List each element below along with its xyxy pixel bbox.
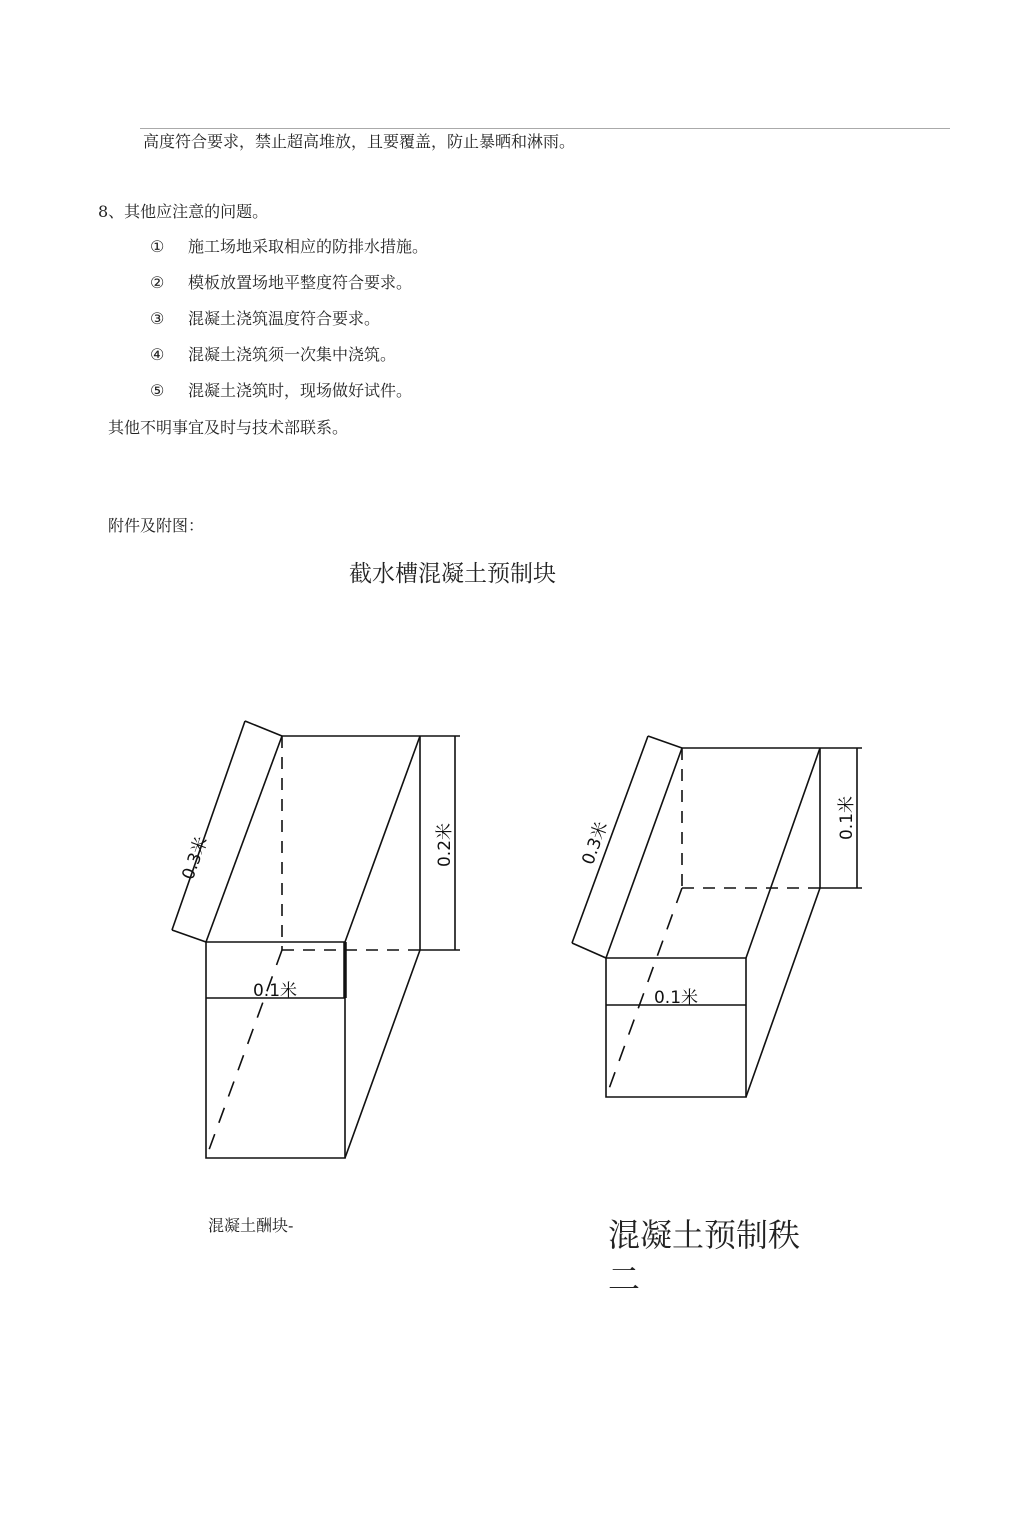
block2-drawing	[572, 736, 862, 1097]
block2-dimension-line	[648, 736, 682, 748]
list-item-text: 混凝土浇筑须一次集中浇筑。	[188, 345, 397, 364]
header-continuation-text: 高度符合要求，禁止超高堆放，且要覆盖，防止暴晒和淋雨。	[143, 132, 576, 151]
figure-title: 截水槽混凝土预制块	[349, 561, 556, 587]
block2-diagonal-dimension-label: 0.3米	[578, 819, 613, 868]
block1-edge	[206, 736, 282, 942]
list-item-number: ④	[150, 345, 165, 364]
block1-height-dimension-label: 0.2米	[435, 822, 455, 868]
block2-dimension-line	[572, 736, 648, 943]
block1-caption: 混凝土酬块-	[208, 1216, 294, 1235]
block1-dimension-line	[245, 721, 282, 736]
block1-edge	[345, 736, 420, 942]
list-item-text: 混凝土浇筑时，现场做好试件。	[188, 381, 413, 400]
block2-width-dimension-label: 0.1米	[653, 988, 699, 1008]
block1-dimension-line	[172, 721, 245, 930]
list-item-number: ①	[150, 237, 165, 256]
list-item-text: 施工场地采取相应的防排水措施。	[188, 237, 429, 256]
block1-dimension-line	[172, 930, 206, 942]
block2-dimension-line	[572, 943, 606, 958]
block1-front-face	[206, 942, 345, 1158]
list-item-text: 混凝土浇筑温度符合要求。	[188, 309, 381, 328]
list-item-number: ③	[150, 309, 165, 328]
block2-front-face	[606, 958, 746, 1097]
attachments-label: 附件及附图：	[108, 516, 205, 535]
block1-diagonal-dimension-label: 0.3米	[178, 834, 213, 883]
block2-height-dimension-label: 0.1米	[837, 795, 857, 841]
list-item-number: ②	[150, 273, 165, 292]
block1-edge	[345, 950, 420, 1158]
closing-note: 其他不明事宜及时与技术部联系。	[108, 418, 349, 437]
block2-caption: 混凝土预制秩二	[608, 1216, 801, 1298]
block1-drawing	[172, 721, 460, 1158]
block2-edge	[746, 888, 820, 1097]
list-item-number: ⑤	[150, 381, 165, 400]
block2-edge	[606, 748, 682, 958]
list-item-text: 模板放置场地平整度符合要求。	[188, 273, 413, 292]
section-8-heading: 8、其他应注意的问题。	[98, 202, 269, 221]
block2-edge	[746, 748, 820, 958]
block1-width-dimension-label: 0.1米	[252, 981, 298, 1001]
